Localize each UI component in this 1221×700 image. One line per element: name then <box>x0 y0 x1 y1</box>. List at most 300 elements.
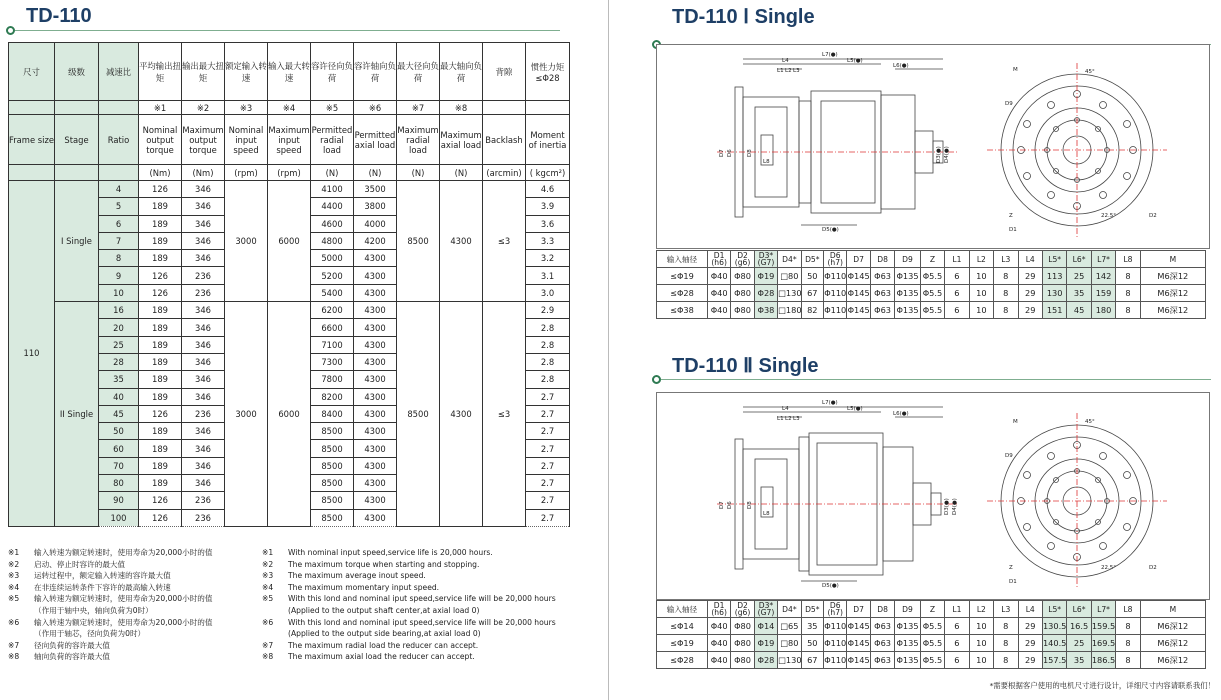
notes-en <box>262 547 562 663</box>
note-text: 输入转速为额定转速时，使用寿命为20,000小时的值 <box>34 617 213 627</box>
dims-row <box>657 635 1206 652</box>
dims-cell: 169.5 <box>1091 635 1115 652</box>
dim-label-L4: L4 <box>782 58 789 64</box>
dim-label-L6: L6(●) <box>893 63 909 69</box>
dims-cell: Φ5.5 <box>920 302 944 319</box>
dims-row <box>657 302 1206 319</box>
dim-label-D2: D2 <box>1149 565 1157 571</box>
dims-cell: Φ145 <box>847 635 870 652</box>
ratio-cell: 25 <box>99 336 139 353</box>
nominal-torque-cell: 126 <box>139 492 182 509</box>
nominal-torque-cell: 189 <box>139 388 182 405</box>
dims-cell: Φ5.5 <box>920 652 944 669</box>
dims-cell: Φ110 <box>824 652 847 669</box>
ratio-cell: 80 <box>99 475 139 492</box>
dims-cell: 29 <box>1018 635 1042 652</box>
axial-load-cell: 4300 <box>354 475 397 492</box>
title-rule <box>661 379 1211 380</box>
dims-cell: 186.5 <box>1091 652 1115 669</box>
dims-cell: Φ5.5 <box>920 285 944 302</box>
hdr-unit: (N) <box>397 165 440 181</box>
note-text: With nominal input speed,service life is 20,000 hours. <box>288 548 493 557</box>
dims-header-cell: D4* <box>778 251 801 268</box>
drawing-frame-1 <box>656 44 1210 249</box>
ratio-cell: 20 <box>99 319 139 336</box>
dims-cell: □180 <box>778 302 801 319</box>
hdr-c3-en: Nominal input speed <box>225 115 268 165</box>
dim-label-D6: D6 <box>727 501 733 509</box>
note-text: The maximum average inout speed. <box>288 571 426 581</box>
dims-cell: 8 <box>994 618 1018 635</box>
dims-cell: □80 <box>778 635 801 652</box>
dims-cell: 10 <box>969 302 993 319</box>
dims-cell: 8 <box>994 302 1018 319</box>
nominal-speed-cell: 3000 <box>225 302 268 527</box>
ratio-cell: 6 <box>99 215 139 232</box>
note-line <box>262 570 562 582</box>
radial-load-cell: 7800 <box>311 371 354 388</box>
hdr-blank <box>55 101 99 115</box>
ratio-cell: 35 <box>99 371 139 388</box>
dim-label-L1: L1 <box>777 68 784 74</box>
dims-cell: 180 <box>1091 302 1115 319</box>
dim-label-D3: D3(●) <box>936 146 942 163</box>
dims-cell: Φ63 <box>870 635 894 652</box>
axial-load-cell: 4300 <box>354 302 397 319</box>
radial-load-cell: 8400 <box>311 405 354 422</box>
radial-load-cell: 8500 <box>311 475 354 492</box>
dim-label-D9: D9 <box>1005 101 1013 107</box>
dims-cell: Φ80 <box>731 618 754 635</box>
dim-label-L1: L1 <box>777 416 784 422</box>
dims-cell: Φ80 <box>731 268 754 285</box>
max-speed-cell: 6000 <box>268 181 311 302</box>
ratio-cell: 16 <box>99 302 139 319</box>
dims-cell: Φ110 <box>824 302 847 319</box>
dims-cell: 6 <box>945 635 969 652</box>
dim-label-L5: L5(●) <box>847 58 863 64</box>
dim-label-D7: D7 <box>719 149 725 157</box>
dim-label-D6: D6 <box>727 149 733 157</box>
dims-header-row <box>657 251 1206 268</box>
radial-load-cell: 8500 <box>311 440 354 457</box>
hdr-unit: (N) <box>440 165 483 181</box>
note-line <box>8 547 258 559</box>
dim-label-D1: D1 <box>1009 227 1017 233</box>
hdr-blank <box>9 165 55 181</box>
ratio-cell: 4 <box>99 181 139 198</box>
dims-table-1 <box>656 250 1206 319</box>
dims-header-cell: D3* (G7) <box>754 251 777 268</box>
axial-load-cell: 4300 <box>354 250 397 267</box>
dims-cell: Φ40 <box>707 285 730 302</box>
dims-cell: 151 <box>1042 302 1066 319</box>
dims-cell: Φ63 <box>870 268 894 285</box>
hdr-stage-cn: 级数 <box>55 43 99 101</box>
ratio-cell: 5 <box>99 198 139 215</box>
dims-cell: 10 <box>969 618 993 635</box>
axial-load-cell: 4300 <box>354 457 397 474</box>
axial-load-cell: 3800 <box>354 198 397 215</box>
hdr-c3-cn: 额定输入转速 <box>225 43 268 101</box>
dim-label-D8: D8 <box>747 501 753 509</box>
max-torque-cell: 346 <box>182 302 225 319</box>
note-mark: ※4 <box>262 582 274 592</box>
hdr-mark: ※7 <box>397 101 440 115</box>
dims-cell: Φ5.5 <box>920 618 944 635</box>
angle-label-22-5: 22.5° <box>1101 213 1116 219</box>
hdr-ratio-en: Ratio <box>99 115 139 165</box>
hdr-unit: (arcmin) <box>483 165 526 181</box>
dims-cell: Φ135 <box>895 652 920 669</box>
max-torque-cell: 346 <box>182 232 225 249</box>
axial-load-cell: 4000 <box>354 215 397 232</box>
dims-cell: 8 <box>994 652 1018 669</box>
dims-cell: 6 <box>945 285 969 302</box>
dims-cell: 142 <box>1091 268 1115 285</box>
hdr-size-cn: 尺寸 <box>9 43 55 101</box>
hdr-c5-cn: 容许径向负荷 <box>311 43 354 101</box>
max-torque-cell: 236 <box>182 509 225 526</box>
dims-cell: 10 <box>969 268 993 285</box>
hdr-blank <box>526 101 570 115</box>
dims-cell: Φ40 <box>707 635 730 652</box>
ratio-cell: 60 <box>99 440 139 457</box>
hdr-c9-en: Backlash <box>483 115 526 165</box>
max-torque-cell: 346 <box>182 423 225 440</box>
dims-cell: 35 <box>801 618 823 635</box>
dims-cell: Φ145 <box>847 268 870 285</box>
nominal-speed-cell: 3000 <box>225 181 268 302</box>
dims-row <box>657 652 1206 669</box>
inertia-cell: 2.7 <box>526 509 570 526</box>
gearbox-drawing-1 <box>657 45 1209 248</box>
dims-header-cell: M <box>1140 251 1205 268</box>
dims-cell: 8 <box>1116 618 1140 635</box>
max-axial-cell: 4300 <box>440 302 483 527</box>
dims-cell: Φ80 <box>731 635 754 652</box>
table-row <box>9 181 570 198</box>
dims-cell: 35 <box>1067 285 1091 302</box>
radial-load-cell: 6600 <box>311 319 354 336</box>
dims-header-cell: D1 (h6) <box>707 251 730 268</box>
dims-header-cell: D2 (g6) <box>731 601 754 618</box>
ratio-cell: 90 <box>99 492 139 509</box>
dims-cell: ≤Φ14 <box>657 618 708 635</box>
dims-header-cell: L8 <box>1116 601 1140 618</box>
note-text: (Applied to the output shaft center,at axial load 0) <box>288 605 480 615</box>
dim-label-D8: D8 <box>747 149 753 157</box>
note-line <box>262 547 562 559</box>
dims-cell: 130 <box>1042 285 1066 302</box>
dims-header-cell: L5* <box>1042 251 1066 268</box>
radial-load-cell: 4600 <box>311 215 354 232</box>
section-title-1: TD-110 Ⅰ Single <box>672 6 815 28</box>
ratio-cell: 8 <box>99 250 139 267</box>
dims-cell: 45 <box>1067 302 1091 319</box>
axial-load-cell: 4300 <box>354 423 397 440</box>
dims-header-cell: L1 <box>945 251 969 268</box>
note-mark: ※7 <box>262 640 274 650</box>
dim-label-D3: D3(●) <box>944 498 950 515</box>
dims-cell: 159.5 <box>1091 618 1115 635</box>
dims-cell: Φ145 <box>847 618 870 635</box>
dims-cell: Φ63 <box>870 285 894 302</box>
dims-header-cell: 输入轴径 <box>657 251 708 268</box>
inertia-cell: 3.0 <box>526 284 570 301</box>
dims-cell: M6深12 <box>1140 285 1205 302</box>
axial-load-cell: 4300 <box>354 509 397 526</box>
dims-cell: Φ135 <box>895 635 920 652</box>
note-text: With this lond and nominal iput speed,service life will be 20,000 hours <box>288 594 556 604</box>
dims-cell: 6 <box>945 302 969 319</box>
dims-row <box>657 268 1206 285</box>
dim-label-L6: L6(●) <box>893 411 909 417</box>
note-mark: ※1 <box>8 548 20 557</box>
note-mark: ※6 <box>262 617 274 627</box>
dims-cell: Φ110 <box>824 285 847 302</box>
note-text: The maximum axial load the reducer can accept. <box>288 652 475 662</box>
dims-cell: Φ28 <box>754 652 777 669</box>
dims-cell: Φ80 <box>731 652 754 669</box>
dims-cell: 6 <box>945 268 969 285</box>
dims-cell: Φ110 <box>824 635 847 652</box>
dims-cell: Φ19 <box>754 635 777 652</box>
radial-load-cell: 8500 <box>311 492 354 509</box>
axial-load-cell: 4200 <box>354 232 397 249</box>
note-line <box>8 651 258 663</box>
inertia-cell: 4.6 <box>526 181 570 198</box>
max-torque-cell: 346 <box>182 388 225 405</box>
inertia-cell: 2.7 <box>526 492 570 509</box>
gearbox-drawing-2 <box>657 393 1209 599</box>
note-text: 启动、停止时容许的最大值 <box>34 559 126 569</box>
dim-label-L7: L7(●) <box>822 400 838 406</box>
dims-cell: 29 <box>1018 302 1042 319</box>
hdr-c4-en: Maximum input speed <box>268 115 311 165</box>
dims-cell: 16.5 <box>1067 618 1091 635</box>
dims-cell: M6深12 <box>1140 302 1205 319</box>
ratio-cell: 45 <box>99 405 139 422</box>
angle-label-22-5: 22.5° <box>1101 565 1116 571</box>
note-text: 在非连续运转条件下容许的最高输入转速 <box>34 582 171 592</box>
hdr-c10-cn: 惯性力矩 ≤Φ28 <box>526 43 570 101</box>
note-text: 径向负荷的容许最大值 <box>34 640 110 650</box>
radial-load-cell: 5000 <box>311 250 354 267</box>
nominal-torque-cell: 189 <box>139 440 182 457</box>
radial-load-cell: 4400 <box>311 198 354 215</box>
hdr-c10-en: Moment of inertia <box>526 115 570 165</box>
dim-label-L7: L7(●) <box>822 52 838 58</box>
hdr-mark: ※5 <box>311 101 354 115</box>
dims-cell: 8 <box>1116 635 1140 652</box>
dims-cell: 8 <box>994 285 1018 302</box>
radial-load-cell: 5400 <box>311 284 354 301</box>
dims-cell: Φ63 <box>870 302 894 319</box>
dims-cell: 10 <box>969 652 993 669</box>
dims-cell: 8 <box>1116 285 1140 302</box>
dims-cell: Φ14 <box>754 618 777 635</box>
nominal-torque-cell: 189 <box>139 319 182 336</box>
max-torque-cell: 346 <box>182 336 225 353</box>
dims-cell: 29 <box>1018 285 1042 302</box>
note-text: The maximum torque when starting and stopping. <box>288 559 480 569</box>
hdr-c9-cn: 背隙 <box>483 43 526 101</box>
radial-load-cell: 7100 <box>311 336 354 353</box>
dims-cell: 8 <box>1116 652 1140 669</box>
hdr-c6-cn: 容许轴向负荷 <box>354 43 397 101</box>
dims-cell: Φ80 <box>731 302 754 319</box>
axial-load-cell: 4300 <box>354 440 397 457</box>
dims-header-cell: D8 <box>870 601 894 618</box>
max-torque-cell: 236 <box>182 284 225 301</box>
dims-cell: ≤Φ19 <box>657 635 708 652</box>
dims-header-cell: D1 (h6) <box>707 601 730 618</box>
dims-cell: M6深12 <box>1140 635 1205 652</box>
dims-cell: ≤Φ19 <box>657 268 708 285</box>
note-mark <box>262 628 288 640</box>
dims-cell: 8 <box>1116 302 1140 319</box>
hdr-unit: (rpm) <box>268 165 311 181</box>
dims-header-cell: L3 <box>994 601 1018 618</box>
dims-cell: Φ135 <box>895 618 920 635</box>
axial-load-cell: 4300 <box>354 284 397 301</box>
nominal-torque-cell: 189 <box>139 250 182 267</box>
dims-header-cell: D7 <box>847 251 870 268</box>
dims-cell: 6 <box>945 652 969 669</box>
max-axial-cell: 4300 <box>440 181 483 302</box>
inertia-cell: 2.7 <box>526 405 570 422</box>
dims-cell: Φ28 <box>754 285 777 302</box>
dim-label-D9: D9 <box>1005 453 1013 459</box>
hdr-c5-en: Permitted radial load <box>311 115 354 165</box>
dims-cell: ≤Φ28 <box>657 285 708 302</box>
max-torque-cell: 236 <box>182 492 225 509</box>
note-line <box>8 640 258 652</box>
inertia-cell: 3.1 <box>526 267 570 284</box>
ratio-cell: 7 <box>99 232 139 249</box>
dims-cell: 50 <box>801 635 823 652</box>
dims-cell: □130 <box>778 652 801 669</box>
dims-header-cell: Z <box>920 251 944 268</box>
max-torque-cell: 236 <box>182 405 225 422</box>
dim-label-M: M <box>1013 67 1018 73</box>
dims-cell: 82 <box>801 302 823 319</box>
axial-load-cell: 4300 <box>354 319 397 336</box>
title-bullet-icon <box>652 375 661 384</box>
hdr-c1-en: Nominal output torque <box>139 115 182 165</box>
stage-cell: II Single <box>55 302 99 527</box>
radial-load-cell: 8200 <box>311 388 354 405</box>
hdr-unit: (N) <box>354 165 397 181</box>
note-mark: ※3 <box>262 571 274 581</box>
max-torque-cell: 346 <box>182 457 225 474</box>
axial-load-cell: 4300 <box>354 492 397 509</box>
hdr-mark: ※8 <box>440 101 483 115</box>
axial-load-cell: 4300 <box>354 336 397 353</box>
dim-label-Z: Z <box>1009 565 1013 571</box>
dims-header-cell: L8 <box>1116 251 1140 268</box>
dim-label-M: M <box>1013 419 1018 425</box>
note-mark <box>8 628 34 640</box>
hdr-c2-en: Maximum output torque <box>182 115 225 165</box>
dims-cell: 25 <box>1067 635 1091 652</box>
note-text: (Applied to the output side bearing,at axial load 0) <box>288 629 481 639</box>
dims-cell: Φ40 <box>707 618 730 635</box>
note-text: （作用于轴中央，轴向负荷为0时） <box>34 605 153 615</box>
max-torque-cell: 346 <box>182 371 225 388</box>
hdr-mark: ※3 <box>225 101 268 115</box>
hdr-unit: ( kgcm²) <box>526 165 570 181</box>
dims-header-cell: D2 (g6) <box>731 251 754 268</box>
dims-cell: M6深12 <box>1140 268 1205 285</box>
dims-header-cell: Z <box>920 601 944 618</box>
dims-header-cell: D4* <box>778 601 801 618</box>
axial-load-cell: 4300 <box>354 388 397 405</box>
hdr-c6-en: Permitted axial load <box>354 115 397 165</box>
dims-cell: □130 <box>778 285 801 302</box>
dims-cell: 8 <box>1116 268 1140 285</box>
note-mark: ※6 <box>8 617 20 627</box>
note-mark: ※2 <box>8 559 20 569</box>
dims-header-cell: M <box>1140 601 1205 618</box>
max-torque-cell: 346 <box>182 440 225 457</box>
notes-cn <box>8 547 258 663</box>
dim-label-D5: D5(●) <box>822 583 839 589</box>
hdr-ratio-cn: 减速比 <box>99 43 139 101</box>
hdr-c2-cn: 输出最大扭矩 <box>182 43 225 101</box>
table-row <box>9 302 570 319</box>
inertia-cell: 2.8 <box>526 371 570 388</box>
dims-header-cell: D8 <box>870 251 894 268</box>
ratio-cell: 100 <box>99 509 139 526</box>
dim-label-D5: D5(●) <box>822 227 839 233</box>
max-radial-cell: 8500 <box>397 181 440 302</box>
note-text: 轴向负荷的容许最大值 <box>34 652 110 662</box>
dims-cell: 157.5 <box>1042 652 1066 669</box>
nominal-torque-cell: 126 <box>139 284 182 301</box>
hdr-blank <box>9 101 55 115</box>
dims-cell: □65 <box>778 618 801 635</box>
radial-load-cell: 4100 <box>311 181 354 198</box>
radial-load-cell: 5200 <box>311 267 354 284</box>
max-torque-cell: 346 <box>182 250 225 267</box>
dims-cell: □80 <box>778 268 801 285</box>
inertia-cell: 2.7 <box>526 457 570 474</box>
dims-header-cell: L2 <box>969 251 993 268</box>
note-mark: ※5 <box>8 594 20 604</box>
angle-label-45: 45° <box>1085 69 1095 75</box>
dim-label-Z: Z <box>1009 213 1013 219</box>
ratio-cell: 40 <box>99 388 139 405</box>
inertia-cell: 3.3 <box>526 232 570 249</box>
title-rule <box>15 30 560 31</box>
axial-load-cell: 4300 <box>354 371 397 388</box>
dims-header-cell: L1 <box>945 601 969 618</box>
dims-cell: 113 <box>1042 268 1066 285</box>
dims-cell: Φ40 <box>707 652 730 669</box>
dims-row <box>657 618 1206 635</box>
dims-header-row <box>657 601 1206 618</box>
dims-cell: M6深12 <box>1140 652 1205 669</box>
dims-cell: M6深12 <box>1140 618 1205 635</box>
dims-header-cell: L3 <box>994 251 1018 268</box>
max-torque-cell: 346 <box>182 319 225 336</box>
nominal-torque-cell: 189 <box>139 198 182 215</box>
radial-load-cell: 8500 <box>311 423 354 440</box>
hdr-blank <box>55 165 99 181</box>
dims-cell: Φ63 <box>870 652 894 669</box>
